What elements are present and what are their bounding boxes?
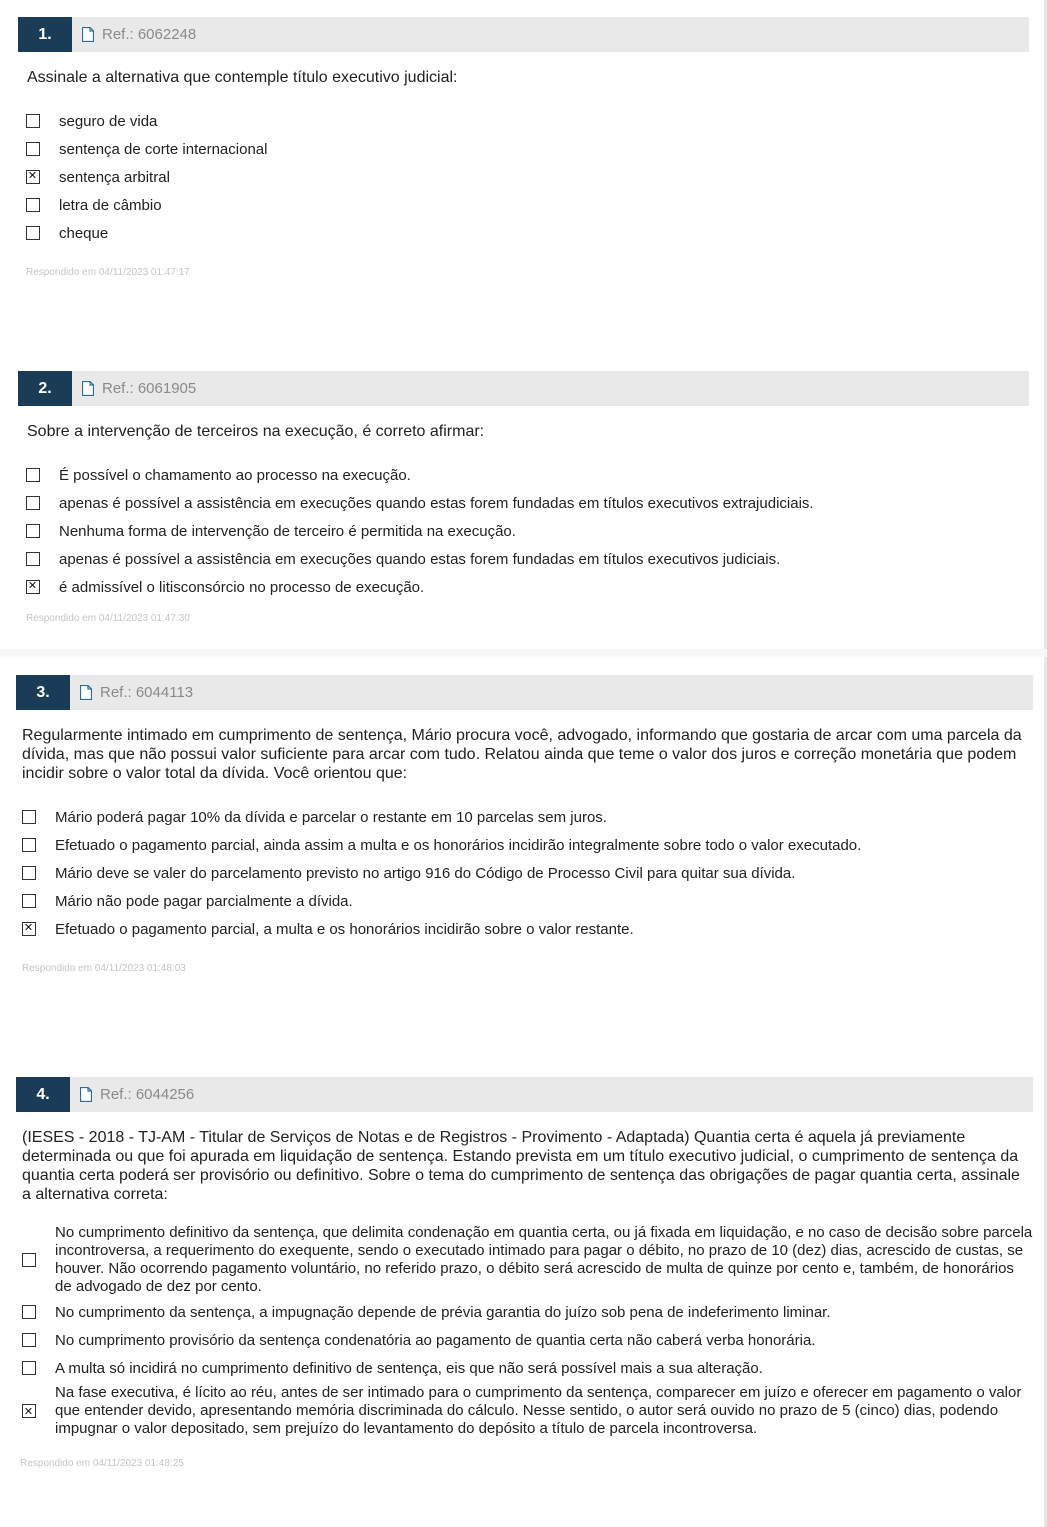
document-icon [82, 27, 94, 42]
option[interactable] [22, 887, 1033, 915]
option[interactable] [26, 573, 1029, 601]
option[interactable] [26, 545, 1029, 573]
option[interactable] [22, 859, 1033, 887]
option-label: Efetuado o pagamento parcial, a multa e os honorários incidirão sobre o valor restante. [55, 920, 634, 938]
checkbox-checked[interactable] [26, 170, 40, 184]
document-icon [80, 1087, 92, 1102]
checkbox[interactable] [26, 114, 40, 128]
option[interactable] [22, 1222, 1033, 1298]
question-header [16, 675, 1033, 710]
question-ref: Ref.: 6061905 [102, 380, 197, 397]
checkbox[interactable] [26, 468, 40, 482]
checkbox[interactable] [26, 226, 40, 240]
option[interactable] [26, 135, 1029, 163]
question-ref: Ref.: 6044113 [100, 684, 194, 701]
checkbox[interactable] [22, 838, 36, 852]
question-stem: (IESES - 2018 - TJ-AM - Titular de Serviços de Notas e de Registros - Provimento - Adaptada) Quantia certa é aquela já previamente determinada ou que foi apurada em liquidação de sentença. Estando prevista em um título executivo judicial, o cumprimento de sentença da quantia certa poderá ser provisório ou definitivo. Sobre o tema do cumprimento de sentença das obrigações de pagar quantia certa, assinale a alternativa correta: [22, 1129, 1020, 1203]
option[interactable] [22, 803, 1033, 831]
question-1 [18, 17, 1029, 278]
option-label: Na fase executiva, é lícito ao réu, antes de ser intimado para o cumprimento da sentença, comparecer em juízo e oferecer em pagamento o valor que entender devido, apresentando memória discriminada do cálculo. Nesse sentido, o autor será ouvido no prazo de 5 (cinco) dias, podendo impugnar o valor depositado, sem prejuízo do levantamento do depósito a título de parcela incontroversa. [55, 1384, 1022, 1437]
option[interactable] [22, 1382, 1033, 1440]
option-label: No cumprimento definitivo da sentença, que delimita condenação em quantia certa, ou já fixada em liquidação, e no caso de decisão sobre parcela incontroversa, a requerimento do exequente, sendo o executado intimado para pagar o débito, no prazo de 10 (dez) dias, acrescido de custas, se houver. Não ocorrendo pagamento voluntário, no referido prazo, o débito será acrescido de multa de quinze por cento e, também, de honorários de advogado de dez por cento. [55, 1224, 1033, 1295]
option[interactable] [26, 107, 1029, 135]
option[interactable] [22, 831, 1033, 859]
option[interactable] [26, 163, 1029, 191]
option[interactable] [22, 1326, 1033, 1354]
option[interactable] [22, 1298, 1033, 1326]
answered-timestamp: Respondido em 04/11/2023 01:47:30 [26, 613, 190, 624]
question-number: 3. [16, 675, 70, 710]
option[interactable] [26, 219, 1029, 247]
option-label: apenas é possível a assistência em execuções quando estas forem fundadas em títulos executivos judiciais. [59, 550, 781, 568]
option-label: Mário deve se valer do parcelamento previsto no artigo 916 do Código de Processo Civil para quitar sua dívida. [55, 864, 796, 882]
option-label: é admissível o litisconsórcio no processo de execução. [59, 578, 425, 596]
question-ref: Ref.: 6062248 [102, 26, 197, 43]
options-list [22, 1222, 1033, 1440]
question-number: 4. [16, 1077, 70, 1112]
options-list [22, 803, 1033, 943]
question-header [18, 17, 1029, 52]
option-label: Nenhuma forma de intervenção de terceiro é permitida na execução. [59, 522, 516, 540]
checkbox[interactable] [22, 866, 36, 880]
document-icon [82, 381, 94, 396]
option-label: sentença arbitral [59, 168, 170, 186]
question-ref: Ref.: 6044256 [100, 1086, 195, 1103]
checkbox[interactable] [22, 1333, 36, 1347]
question-header [18, 371, 1029, 406]
option-label: Mário não pode pagar parcialmente a dívida. [55, 892, 353, 910]
question-stem: Sobre a intervenção de terceiros na execução, é correto afirmar: [27, 423, 485, 440]
checkbox-checked[interactable] [26, 580, 40, 594]
checkbox[interactable] [26, 198, 40, 212]
option-label: No cumprimento da sentença, a impugnação depende de prévia garantia do juízo sob pena de indeferimento liminar. [55, 1303, 831, 1321]
answered-timestamp: Respondido em 04/11/2023 01:48:25 [20, 1458, 184, 1469]
question-3 [16, 675, 1033, 974]
option[interactable] [22, 915, 1033, 943]
checkbox-checked[interactable] [22, 922, 36, 936]
option-label: letra de câmbio [59, 196, 162, 214]
option-label: É possível o chamamento ao processo na execução. [59, 466, 411, 484]
options-list [26, 461, 1029, 601]
option[interactable] [22, 1354, 1033, 1382]
option[interactable] [26, 517, 1029, 545]
panel-separator [0, 649, 1047, 657]
option-label: Efetuado o pagamento parcial, ainda assim a multa e os honorários incidirão integralmente sobre todo o valor executado. [55, 836, 862, 854]
options-list [26, 107, 1029, 247]
option-label: sentença de corte internacional [59, 140, 268, 158]
option-label: seguro de vida [59, 112, 158, 130]
option-label: apenas é possível a assistência em execuções quando estas forem fundadas em títulos executivos extrajudiciais. [59, 494, 814, 512]
option[interactable] [26, 489, 1029, 517]
checkbox[interactable] [26, 496, 40, 510]
checkbox[interactable] [26, 524, 40, 538]
document-icon [80, 685, 92, 700]
option-label: cheque [59, 224, 109, 242]
answered-timestamp: Respondido em 04/11/2023 01:48:03 [22, 963, 186, 974]
option[interactable] [26, 191, 1029, 219]
question-2 [18, 371, 1029, 624]
checkbox[interactable] [26, 142, 40, 156]
checkbox[interactable] [22, 810, 36, 824]
question-header [16, 1077, 1033, 1112]
answered-timestamp: Respondido em 04/11/2023 01:47:17 [26, 267, 190, 278]
question-stem: Regularmente intimado em cumprimento de sentença, Mário procura você, advogado, informando que gostaria de arcar com uma parcela da dívida, mas que não possui valor suficiente para arcar com tudo. Relatou ainda que teme o valor dos juros e correção monetária que podem incidir sobre o valor total da dívida. Você orientou que: [22, 727, 1022, 782]
option[interactable] [26, 461, 1029, 489]
question-stem: Assinale a alternativa que contemple título executivo judicial: [27, 69, 458, 86]
question-4 [16, 1077, 1033, 1469]
question-number: 1. [18, 17, 72, 52]
option-label: A multa só incidirá no cumprimento definitivo de sentença, eis que não será possível mais a sua alteração. [55, 1359, 763, 1377]
checkbox[interactable] [26, 552, 40, 566]
checkbox-checked[interactable] [22, 1404, 36, 1418]
checkbox[interactable] [22, 894, 36, 908]
checkbox[interactable] [22, 1361, 36, 1375]
question-number: 2. [18, 371, 72, 406]
option-label: No cumprimento provisório da sentença condenatória ao pagamento de quantia certa não caberá verba honorária. [55, 1331, 816, 1349]
checkbox[interactable] [22, 1305, 36, 1319]
checkbox[interactable] [22, 1253, 36, 1267]
option-label: Mário poderá pagar 10% da dívida e parcelar o restante em 10 parcelas sem juros. [55, 808, 607, 826]
